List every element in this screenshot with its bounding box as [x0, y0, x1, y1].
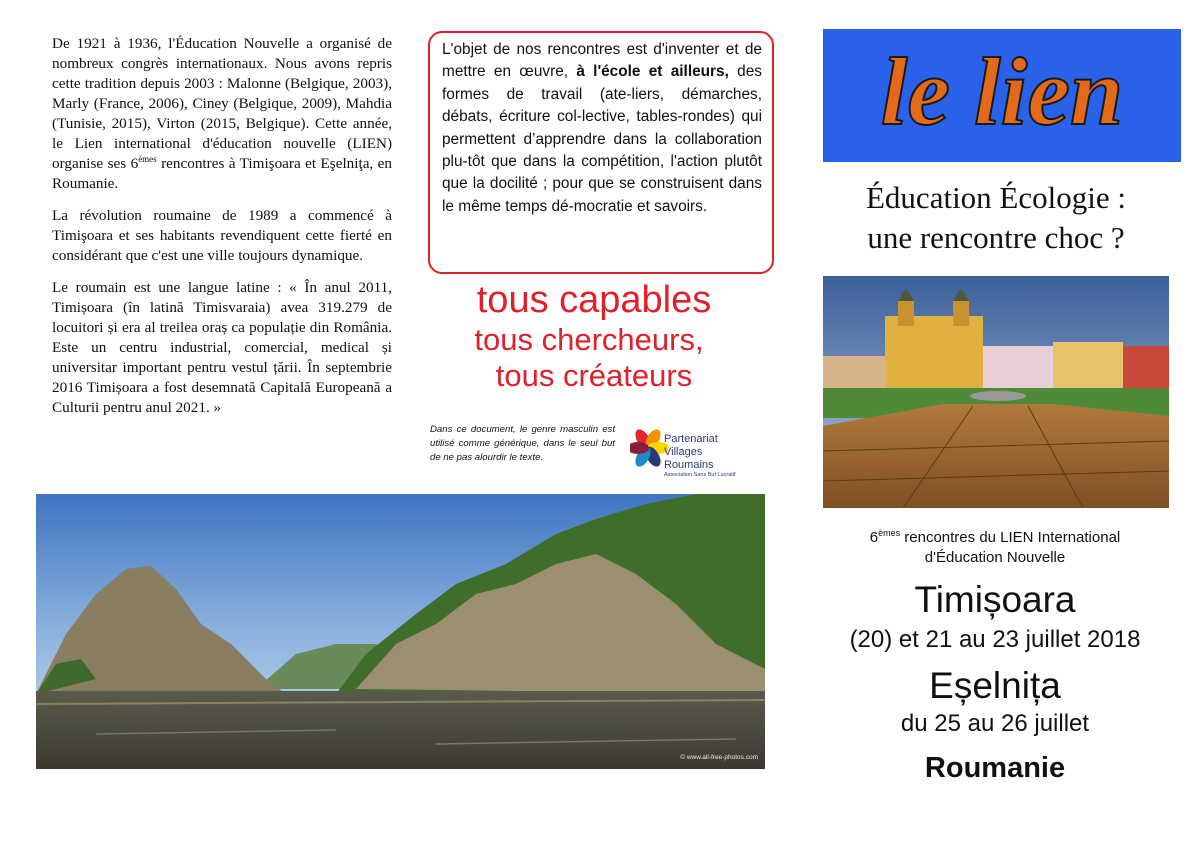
intro-text	[52, 34, 392, 430]
svg-text:le lien: le lien	[880, 38, 1124, 145]
danube-gorge-photo	[36, 494, 765, 769]
le-lien-logo-icon	[823, 29, 1181, 162]
photo-credit: © www.all-free-photos.com	[680, 754, 758, 761]
slogan-line-3: tous créateurs	[495, 358, 693, 393]
country: Roumanie	[924, 752, 1066, 784]
timisoara-square-photo	[823, 276, 1169, 508]
dates-timisoara: (20) et 21 au 23 juillet 2018	[849, 626, 1141, 653]
slogan-line-1: tous capables	[476, 279, 712, 321]
le-lien-logo	[823, 29, 1181, 162]
objective-box: L'objet de nos rencontres est d'inventer et de mettre en œuvre, à l'école et ailleurs, des formes de travail (ate-liers, démarches, débats, écriture col-lective, tables-rondes) qui permettent d’apprendre dans la collaboration plu-tôt que dans la compétition, l'action plutôt que la docilité ; pour que se construisent dans le même temps dé-mocratie et savoirs.	[428, 31, 774, 274]
gender-note: Dans ce document, le genre masculin est utilisé comme générique, dans le seul but de ne pas alourdir le texte.	[430, 424, 615, 463]
intro-paragraph-2: La révolution roumaine de 1989 a commencé à Timişoara et ses habitants revendiquent cette fierté en considérant que c'est une ville toujours dynamique.	[52, 207, 392, 264]
partner-subtitle: Association Sans But Lucratif	[664, 472, 736, 478]
intro-paragraph-1: De 1921 à 1936, l'Éducation Nouvelle a organisé de nombreux congrès internationaux. Nous avons repris cette tradition depuis 2003 : Malonne (Belgique, 2003), Marly (France, 2006), Ciney (Belgique, 2009), Mahdia (Tunisie, 2015), Virton (2015, Belgique). Cette année, le Lien international d'éducation nouvelle (LIEN) organise ses 6èmes rencontres à Timişoara et Eşelniţa, en Roumanie.	[52, 35, 392, 192]
city-eselnita: Eșelnița	[929, 665, 1061, 706]
meeting-subtitle: 6èmes rencontres du LIEN International d'Éducation Nouvelle	[869, 528, 1121, 566]
dates-eselnita: du 25 au 26 juillet	[900, 710, 1090, 737]
intro-paragraph-3: Le roumain est une langue latine : « În anul 2011, Timișoara (în latină Timisvaraia) avea 319.279 de locuitori și era al treilea oraș ca populație din România. Este un centru industrial, comercial, medical și universitar important pentru vestul țării. În septembrie 2016 Timișoara a fost desemnată Capitală Europeană a Culturii pentru anul 2021. »	[52, 279, 392, 416]
city-timisoara: Timișoara	[914, 579, 1076, 620]
objective-emphasis: à l'école et ailleurs,	[576, 63, 729, 81]
slogan-line-2: tous chercheurs,	[474, 322, 704, 357]
event-title: Éducation Écologie : une rencontre choc ?	[866, 180, 1126, 255]
partner-name: Partenariat Villages Roumains	[664, 433, 718, 471]
